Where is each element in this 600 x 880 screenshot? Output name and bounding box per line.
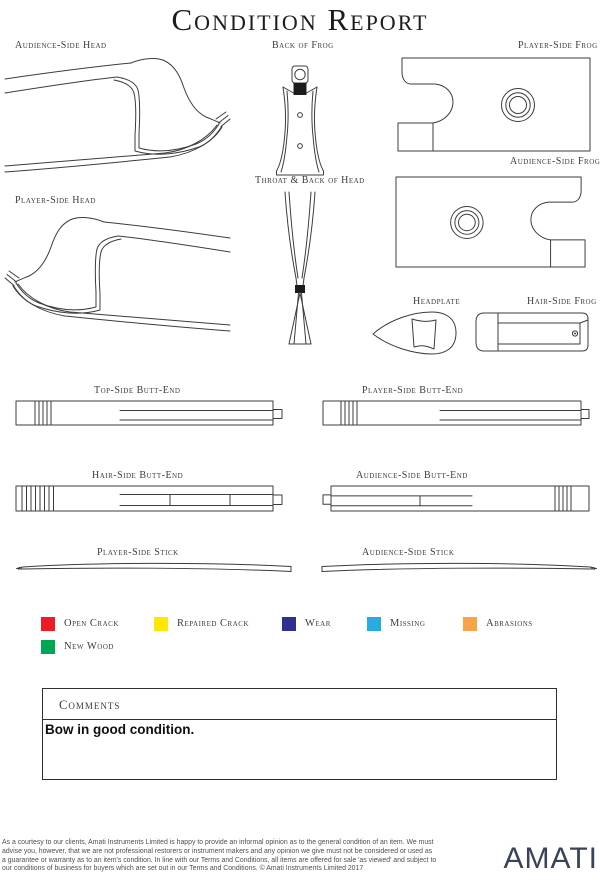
audience-side-head-drawing [5, 57, 230, 183]
disclaimer-line: our conditions of business for buyers which are set out in our Terms and Conditions. © Amati Instruments Limited 2017 [2, 865, 364, 873]
legend-label: Missing [390, 618, 426, 629]
legend-label: Wear [305, 618, 331, 629]
legend-label: Open Crack [64, 618, 119, 629]
label-top-side-butt-end: Top-Side Butt-End [94, 385, 181, 396]
audience-side-butt-end-drawing [322, 485, 590, 512]
player-side-head-drawing [5, 216, 230, 342]
comments-label: Comments [59, 698, 121, 712]
hair-side-butt-end-drawing [15, 485, 285, 512]
label-audience-side-head: Audience-Side Head [15, 40, 107, 51]
legend-label: Repaired Crack [177, 618, 249, 629]
label-player-side-frog: Player-Side Frog [518, 40, 598, 51]
abrasions-swatch [463, 617, 477, 631]
comments-box [42, 688, 557, 780]
repaired-crack-swatch [154, 617, 168, 631]
top-side-butt-end-drawing [15, 400, 285, 426]
audience-side-stick-drawing [320, 559, 598, 578]
label-audience-side-frog: Audience-Side Frog [510, 156, 600, 167]
amati-logo: AMATI [503, 842, 598, 875]
comments-divider [43, 719, 556, 720]
label-player-side-head: Player-Side Head [15, 195, 96, 206]
player-side-stick-drawing [15, 559, 293, 578]
player-side-frog-drawing [395, 57, 591, 152]
disclaimer-line: advise you, however, that we are not professional restorers or instrument makers and any opinion we give must not be considered or used as [2, 847, 433, 855]
label-audience-side-butt-end: Audience-Side Butt-End [356, 470, 468, 481]
label-player-side-butt-end: Player-Side Butt-End [362, 385, 464, 396]
label-audience-side-stick: Audience-Side Stick [362, 547, 455, 558]
label-headplate: Headplate [413, 296, 461, 307]
legend-label: Abrasions [486, 618, 533, 629]
label-hair-side-frog: Hair-Side Frog [527, 296, 597, 307]
new-wood-swatch [41, 640, 55, 654]
disclaimer-line: As a courtesy to our clients, Amati Instruments Limited is happy to provide an informal opinion as to the general condition of an item. We must [2, 839, 434, 846]
disclaimer-line: a guarantee or warranty as to an item's condition. In line with our Terms and Conditions, all items are offered for sale 'as viewed' and subject to [2, 856, 437, 864]
label-back-of-frog: Back of Frog [272, 40, 334, 51]
legend-label: New Wood [64, 641, 114, 652]
disclaimer-text [2, 839, 464, 874]
hair-side-frog-drawing [474, 312, 590, 352]
missing-swatch [367, 617, 381, 631]
label-throat-back-of-head: Throat & Back of Head [255, 175, 365, 186]
wear-swatch [282, 617, 296, 631]
label-player-side-stick: Player-Side Stick [97, 547, 179, 558]
open-crack-swatch [41, 617, 55, 631]
comments-text-field[interactable]: Bow in good condition. [45, 722, 195, 737]
headplate-drawing [372, 309, 458, 357]
back-of-frog-drawing [273, 62, 327, 177]
label-hair-side-butt-end: Hair-Side Butt-End [92, 470, 184, 481]
page-title: Condition Report [171, 2, 429, 37]
throat-back-of-head-drawing [277, 190, 323, 346]
audience-side-frog-drawing [395, 176, 588, 268]
player-side-butt-end-drawing [322, 400, 590, 426]
